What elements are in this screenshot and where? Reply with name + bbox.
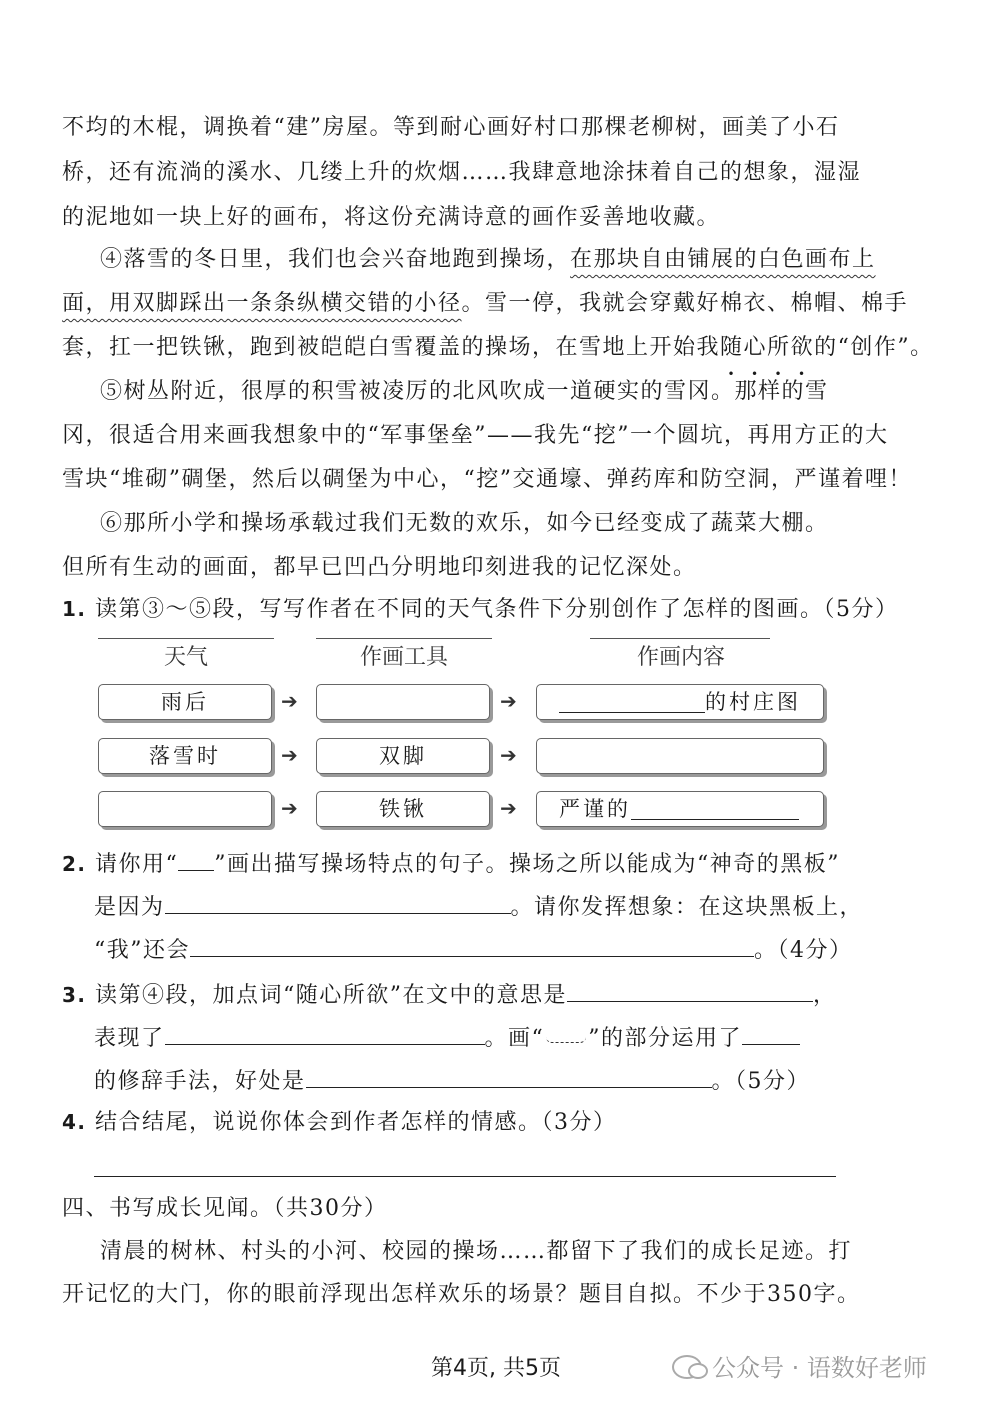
passage-line: 的泥地如一块上好的画布，将这份充满诗意的画作妥善地收藏。	[62, 205, 721, 230]
wavy-underlined-sentence: 在那块自由铺展的白色画布上	[570, 247, 876, 272]
answer-blank[interactable]	[190, 932, 754, 957]
question-number: 1.	[62, 597, 87, 621]
dotted-char: 所	[767, 335, 791, 360]
answer-blank[interactable]	[631, 795, 799, 820]
question-text: 表现了	[94, 1026, 165, 1051]
question-3	[62, 977, 842, 1011]
arrow-right-icon: ➔	[500, 796, 517, 820]
question-text: 结合结尾，说说你体会到作者怎样的情感。（3分）	[95, 1110, 617, 1135]
answer-blank[interactable]	[742, 1020, 800, 1045]
passage-text: 。雪一停，我就会穿戴好棉衣、棉帽、棉手	[461, 291, 909, 316]
wavy-line-sample	[544, 1021, 588, 1045]
dotted-char: 欲	[790, 335, 815, 360]
question-text: 。（4分）	[754, 938, 853, 963]
question-text: 是因为	[94, 895, 165, 920]
cell-tool: 双脚	[316, 738, 490, 774]
answer-blank[interactable]	[165, 1020, 485, 1045]
cell-content	[536, 791, 824, 827]
passage-line	[100, 245, 876, 275]
question-text: ，	[813, 983, 837, 1008]
prompt-line: 开记忆的大门，你的眼前浮现出怎样欢乐的场景？题目自拟。不少于350字。	[62, 1282, 861, 1307]
passage-line: 但所有生动的画面，都早已凹凸分明地印刻进我的记忆深处。	[62, 555, 697, 580]
question-text: 。请你发挥想象：在这块黑板上，	[510, 895, 864, 920]
cell-tool-input[interactable]	[316, 684, 490, 720]
dotted-char: 随	[720, 335, 744, 360]
question-2	[62, 846, 842, 880]
question-line	[94, 932, 874, 966]
passage-line	[62, 289, 909, 319]
watermark	[672, 1348, 927, 1383]
question-text: 读第④段，加点词“随心所欲”在文中的意思是	[95, 983, 568, 1008]
arrow-right-icon: ➔	[281, 689, 298, 713]
cell-weather-input[interactable]	[98, 791, 272, 827]
answer-blank[interactable]	[306, 1063, 712, 1088]
underline-sample	[178, 846, 214, 871]
question-number: 4.	[62, 1110, 87, 1134]
passage-text: 套，扛一把铁锹，跑到被皑皑白雪覆盖的操场，在雪地上开始我	[62, 335, 721, 360]
question-text: ”画出描写操场特点的句子。操场之所以能成为“神奇的黑板”	[214, 852, 841, 877]
cell-tool: 铁锹	[316, 791, 490, 827]
wechat-icon	[672, 1355, 702, 1379]
passage-line: 雪块“堆砌”碉堡，然后以碉堡为中心，“挖”交通壕、弹药库和防空洞，严谨着哩！	[62, 467, 912, 492]
page-number: 第4页, 共5页	[431, 1356, 561, 1381]
table-header-tool: 作画工具	[359, 645, 448, 670]
wavy-underlined-sentence: 面，用双脚踩出一条条纵横交错的小径	[62, 291, 462, 316]
passage-line: ⑤树丛附近，很厚的积雪被凌厉的北风吹成一道硬实的雪冈。那样的雪	[100, 379, 829, 404]
question-1	[62, 594, 899, 625]
question-line	[94, 1020, 874, 1054]
passage-text: ④落雪的冬日里，我们也会兴奋地跑到操场，	[100, 247, 571, 272]
arrow-right-icon: ➔	[281, 743, 298, 767]
question-number: 2.	[62, 852, 87, 876]
arrow-right-icon: ➔	[500, 743, 517, 767]
question-text: “我”还会	[94, 938, 190, 963]
table-header-content: 作画内容	[636, 645, 725, 670]
question-line	[94, 1063, 874, 1097]
header-divider	[590, 638, 770, 639]
answer-blank[interactable]	[165, 889, 511, 914]
question-text: 。（5分）	[711, 1069, 811, 1094]
header-divider	[98, 638, 274, 639]
cell-content-input[interactable]	[536, 738, 824, 774]
cell-content-prefix: 严谨的	[559, 797, 631, 821]
passage-line: 桥，还有流淌的溪水、几缕上升的炊烟……我肆意地涂抹着自己的想象，湿湿	[62, 160, 862, 185]
cell-weather: 落雪时	[98, 738, 272, 774]
dotted-char: 心	[743, 335, 768, 360]
question-text: 请你用“	[95, 852, 179, 877]
passage-line	[62, 333, 934, 363]
answer-blank[interactable]	[559, 688, 705, 713]
question-text: 。画“	[484, 1026, 545, 1051]
question-text: 读第③～⑤段，写写作者在不同的天气条件下分别创作了怎样的图画。（5分）	[95, 597, 899, 622]
header-divider	[316, 638, 492, 639]
question-text: ”的部分运用了	[588, 1026, 743, 1051]
arrow-right-icon: ➔	[500, 689, 517, 713]
passage-line: 冈，很适合用来画我想象中的“军事堡垒”——我先“挖”一个圆坑，再用方正的大	[62, 423, 889, 448]
table-header-weather: 天气	[163, 645, 208, 670]
answer-line[interactable]	[94, 1176, 836, 1177]
question-line	[94, 889, 874, 923]
passage-text: 的“创作”。	[814, 335, 934, 360]
passage-line: ⑥那所小学和操场承载过我们无数的欢乐，如今已经变成了蔬菜大棚。	[100, 511, 829, 536]
question-4	[62, 1107, 842, 1138]
question-number: 3.	[62, 983, 87, 1007]
cell-content-suffix: 的村庄图	[705, 690, 801, 714]
question-text: 的修辞手法，好处是	[94, 1069, 306, 1094]
passage-line: 不均的木棍，调换着“建”房屋。等到耐心画好村口那棵老柳树，画美了小石	[62, 115, 840, 140]
section-4-title: 四、书写成长见闻。（共30分）	[62, 1196, 388, 1221]
watermark-text: 公众号 · 语数好老师	[712, 1354, 927, 1382]
cell-weather: 雨后	[98, 684, 272, 720]
answer-blank[interactable]	[567, 977, 813, 1002]
prompt-line: 清晨的树林、村头的小河、校园的操场……都留下了我们的成长足迹。打	[100, 1239, 853, 1264]
cell-content	[536, 684, 824, 720]
arrow-right-icon: ➔	[281, 796, 298, 820]
